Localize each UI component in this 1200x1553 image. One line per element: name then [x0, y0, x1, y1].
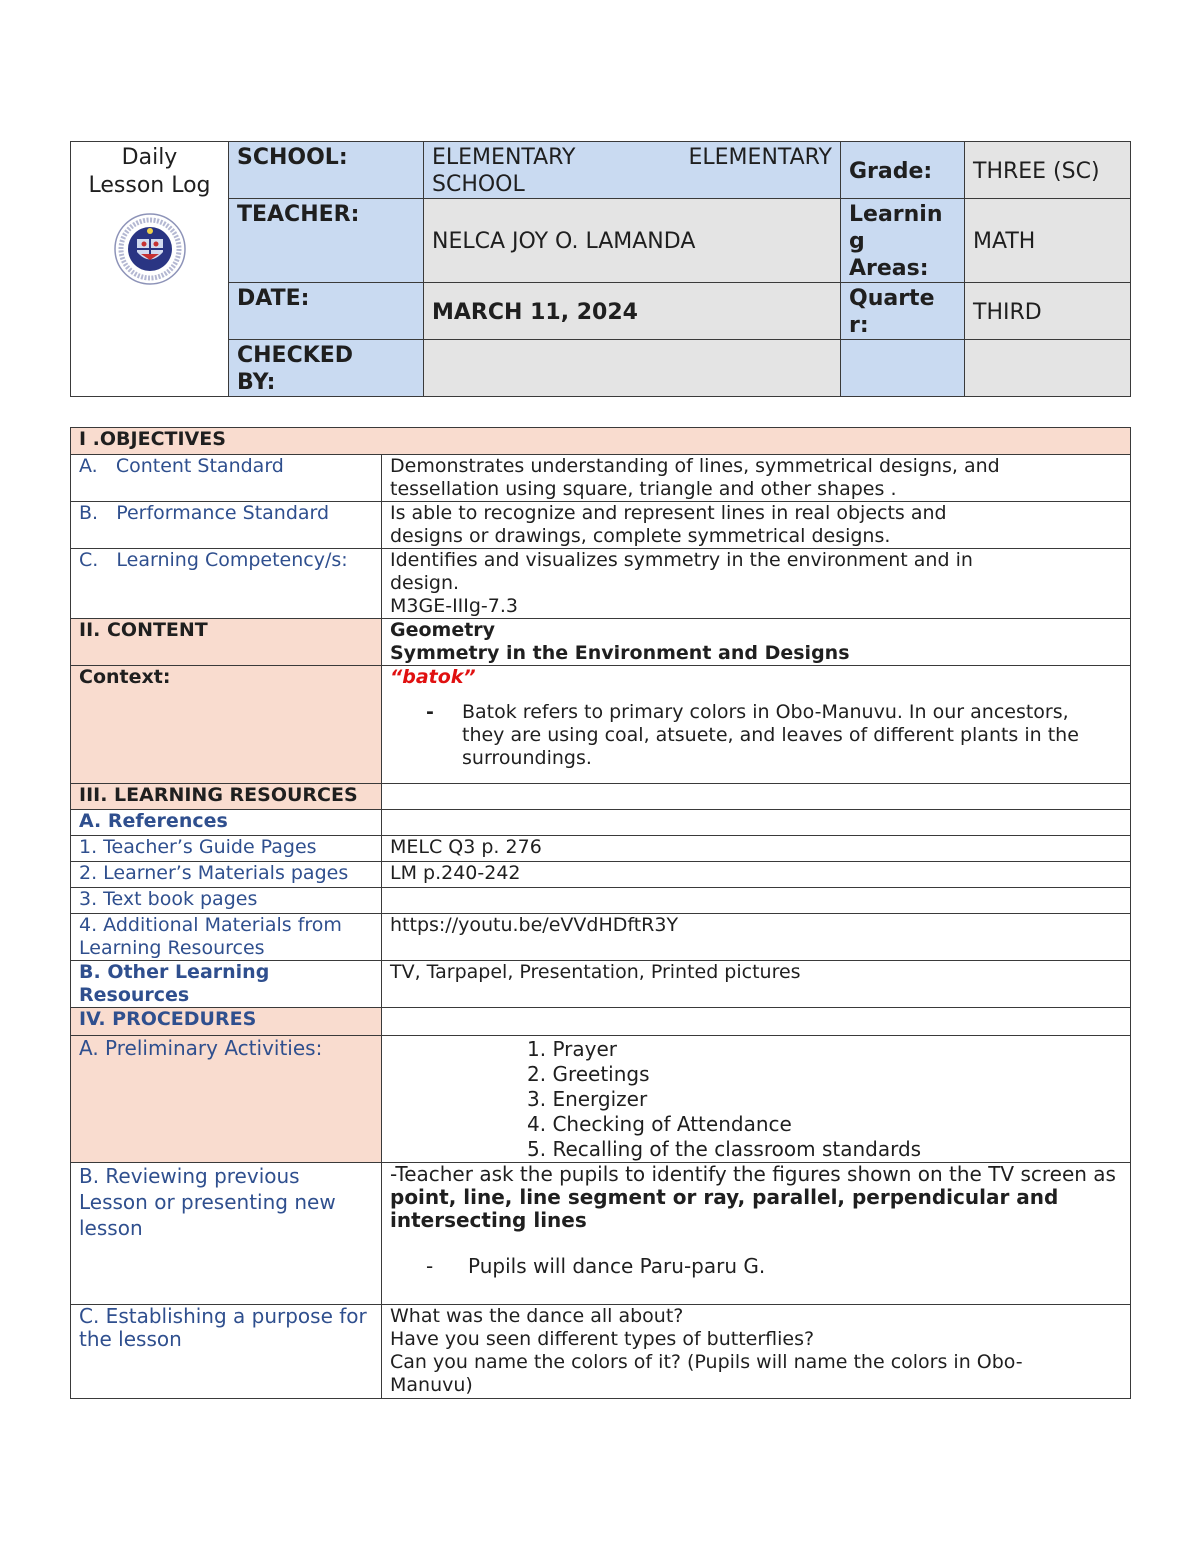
learning-label-1: Learnin [849, 202, 943, 227]
additional-label-1: 4. Additional Materials from [79, 914, 342, 936]
other-label-1: B. Other Learning [79, 961, 270, 983]
review-list-item [390, 1255, 1122, 1278]
preliminary-item: 5. Recalling of the classroom standards [527, 1137, 922, 1161]
deped-seal-icon [113, 212, 187, 286]
references-label: A. References [71, 810, 382, 836]
checked-extra-label [841, 340, 965, 397]
purpose-label [71, 1305, 382, 1399]
learning-label-2: g [849, 229, 865, 254]
review-label-3: lesson [79, 1216, 143, 1240]
preliminary-item: 1. Prayer [527, 1037, 617, 1061]
performance-standard-value [382, 502, 1131, 549]
context-line-1: Batok refers to primary colors in Obo-Manuvu. In our ancestors, [462, 701, 1069, 723]
context-list-item [390, 701, 1122, 770]
competency-line-1: Identifies and visualizes symmetry in the environment and in [390, 549, 973, 571]
quarter-label-2: r: [849, 313, 869, 338]
content-topic [382, 619, 1131, 666]
header-table [70, 141, 1131, 397]
learning-areas-value: MATH [965, 199, 1131, 283]
purpose-label-2: the lesson [79, 1327, 182, 1351]
lesson-plan-table [70, 427, 1131, 1399]
preliminary-item: 3. Energizer [527, 1087, 648, 1111]
purpose-value [382, 1305, 1131, 1399]
date-value: MARCH 11, 2024 [424, 283, 841, 340]
performance-line-1: Is able to recognize and represent lines in real objects and [390, 502, 947, 524]
content-standard-label: A. Content Standard [71, 455, 382, 502]
school-label: SCHOOL: [229, 142, 424, 199]
title-line-2: Lesson Log [88, 173, 211, 198]
context-line-3: surroundings. [462, 747, 592, 769]
title-line-1: Daily [121, 145, 178, 170]
checked-extra-value [965, 340, 1131, 397]
learners-materials-value: LM p.240-242 [382, 862, 1131, 888]
review-label-1: B. Reviewing previous [79, 1164, 300, 1188]
checked-by-label [229, 340, 424, 397]
other-label-2: Resources [79, 984, 190, 1006]
competency-line-2: design. [390, 572, 460, 594]
review-bold-2: intersecting lines [390, 1208, 587, 1232]
purpose-line-2: Have you seen different types of butterflies? [390, 1328, 815, 1350]
purpose-line-1: What was the dance all about? [390, 1305, 684, 1327]
content-standard-line-1: Demonstrates understanding of lines, symmetrical designs, and [390, 455, 1000, 477]
learning-competency-label: C. Learning Competency/s: [71, 549, 382, 619]
context-value [382, 666, 1131, 784]
additional-materials-label [71, 914, 382, 961]
reviewing-value [382, 1163, 1131, 1305]
learning-competency-value [382, 549, 1131, 619]
procedures-heading-empty [382, 1008, 1131, 1036]
additional-label-2: Learning Resources [79, 937, 265, 959]
resources-heading-empty [382, 784, 1131, 810]
references-empty [382, 810, 1131, 836]
purpose-label-1: C. Establishing a purpose for [79, 1304, 367, 1328]
title-cell [71, 142, 229, 397]
quarter-value: THIRD [965, 283, 1131, 340]
review-line-1: -Teacher ask the pupils to identify the figures shown on the TV screen as [390, 1162, 1116, 1186]
school-value-line-2: SCHOOL [432, 172, 525, 197]
performance-standard-label: B. Performance Standard [71, 502, 382, 549]
review-dance: Pupils will dance Paru-paru G. [468, 1254, 766, 1278]
checked-label-1: CHECKED [237, 343, 354, 368]
grade-label: Grade: [841, 142, 965, 199]
school-value-word-2: ELEMENTARY [688, 145, 832, 170]
competency-code: M3GE-IIIg-7.3 [390, 595, 519, 617]
preliminary-label: A. Preliminary Activities: [71, 1036, 382, 1163]
date-label: DATE: [229, 283, 424, 340]
textbook-pages-label: 3. Text book pages [71, 888, 382, 914]
context-title: “batok” [390, 666, 476, 688]
content-standard-line-2: tessellation using square, triangle and other shapes . [390, 478, 897, 500]
additional-materials-link[interactable]: https://youtu.be/eVVdHDftR3Y [382, 914, 1131, 961]
quarter-label-1: Quarte [849, 286, 935, 311]
school-value-word-1: ELEMENTARY [432, 145, 576, 170]
learners-materials-label: 2. Learner’s Materials pages [71, 862, 382, 888]
grade-value: THREE (SC) [965, 142, 1131, 199]
context-label: Context: [71, 666, 382, 784]
content-standard-value [382, 455, 1131, 502]
quarter-label [841, 283, 965, 340]
checked-label-2: BY: [237, 370, 276, 395]
other-resources-value: TV, Tarpapel, Presentation, Printed pictures [382, 961, 1131, 1008]
performance-line-2: designs or drawings, complete symmetrical designs. [390, 525, 891, 547]
reviewing-label [71, 1163, 382, 1305]
learning-label-3: Areas: [849, 256, 929, 281]
preliminary-item: 4. Checking of Attendance [527, 1112, 792, 1136]
purpose-line-4: Manuvu) [390, 1374, 473, 1396]
review-dash: - [426, 1254, 434, 1278]
context-line-2: they are using coal, atsuete, and leaves of different plants in the [462, 724, 1079, 746]
textbook-pages-value [382, 888, 1131, 914]
resources-heading: III. LEARNING RESOURCES [71, 784, 382, 810]
school-value [424, 142, 841, 199]
topic: Geometry [390, 619, 496, 641]
checked-by-value [424, 340, 841, 397]
context-dash: - [426, 701, 434, 723]
teachers-guide-label: 1. Teacher’s Guide Pages [71, 836, 382, 862]
preliminary-item: 2. Greetings [527, 1062, 650, 1086]
content-heading: II. CONTENT [71, 619, 382, 666]
objectives-heading: I .OBJECTIVES [71, 428, 1131, 455]
teachers-guide-value: MELC Q3 p. 276 [382, 836, 1131, 862]
learning-areas-label [841, 199, 965, 283]
procedures-heading: IV. PROCEDURES [71, 1008, 382, 1036]
teacher-value: NELCA JOY O. LAMANDA [424, 199, 841, 283]
review-bold-1: point, line, line segment or ray, parallel, perpendicular and [390, 1185, 1059, 1209]
other-resources-label [71, 961, 382, 1008]
teacher-label: TEACHER: [229, 199, 424, 283]
review-label-2: Lesson or presenting new [79, 1190, 336, 1214]
preliminary-list [382, 1036, 1131, 1163]
subtopic: Symmetry in the Environment and Designs [390, 642, 850, 664]
purpose-line-3: Can you name the colors of it? (Pupils will name the colors in Obo- [390, 1351, 1023, 1373]
